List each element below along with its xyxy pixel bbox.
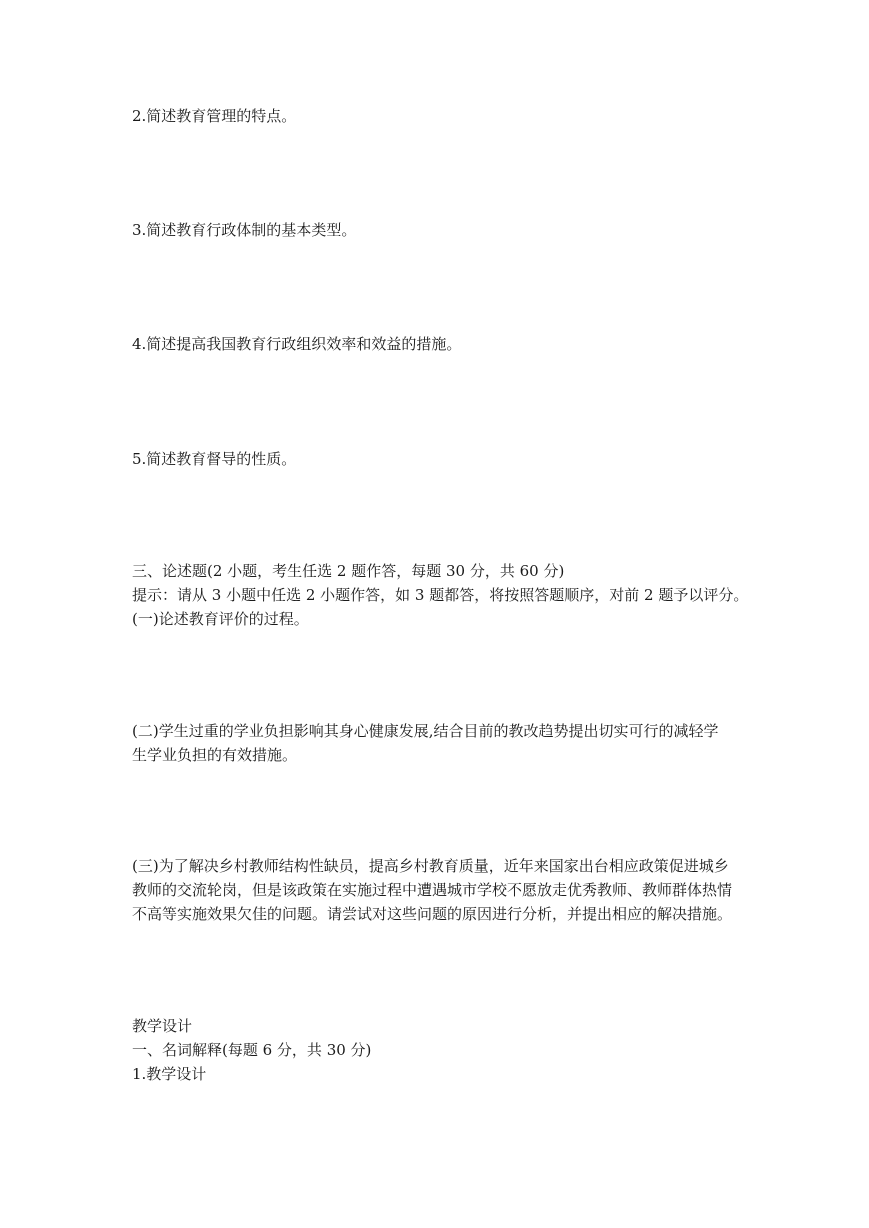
section3-question-3-line: (三)为了解决乡村教师结构性缺员，提高乡村教育质量，近年来国家出台相应政策促进城乡 <box>132 857 729 875</box>
question-short-3: 3.简述教育行政体制的基本类型。 <box>132 221 357 239</box>
teaching-design-section1-heading: 一、名词解释(每题 6 分，共 30 分) <box>132 1041 372 1059</box>
section3-question-3-line: 不高等实施效果欠佳的问题。请尝试对这些问题的原因进行分析，并提出相应的解决措施。 <box>132 905 733 923</box>
question-short-4: 4.简述提高我国教育行政组织效率和效益的措施。 <box>132 335 462 353</box>
section3-question-3-line: 教师的交流轮岗，但是该政策在实施过程中遭遇城市学校不愿放走优秀教师、教师群体热情 <box>132 881 733 899</box>
question-short-5: 5.简述教育督导的性质。 <box>132 450 297 468</box>
section3-question-2-line: 生学业负担的有效措施。 <box>132 746 298 764</box>
teaching-design-title: 教学设计 <box>132 1017 193 1035</box>
question-short-2: 2.简述教育管理的特点。 <box>132 107 297 125</box>
section3-question-3 <box>132 854 742 926</box>
section3-question-2 <box>132 719 742 767</box>
section3-heading: 三、论述题(2 小题，考生任选 2 题作答，每题 30 分，共 60 分) <box>132 562 565 580</box>
teaching-design-item-1: 1.教学设计 <box>132 1065 207 1083</box>
section3-hint: 提示：请从 3 小题中任选 2 小题作答，如 3 题都答，将按照答题顺序，对前 2 题予以评分。 <box>132 586 749 604</box>
section3-question-2-line: (二)学生过重的学业负担影响其身心健康发展,结合目前的教改趋势提出切实可行的减轻学 <box>132 722 719 740</box>
section3-question-1: (一)论述教育评价的过程。 <box>132 610 309 628</box>
